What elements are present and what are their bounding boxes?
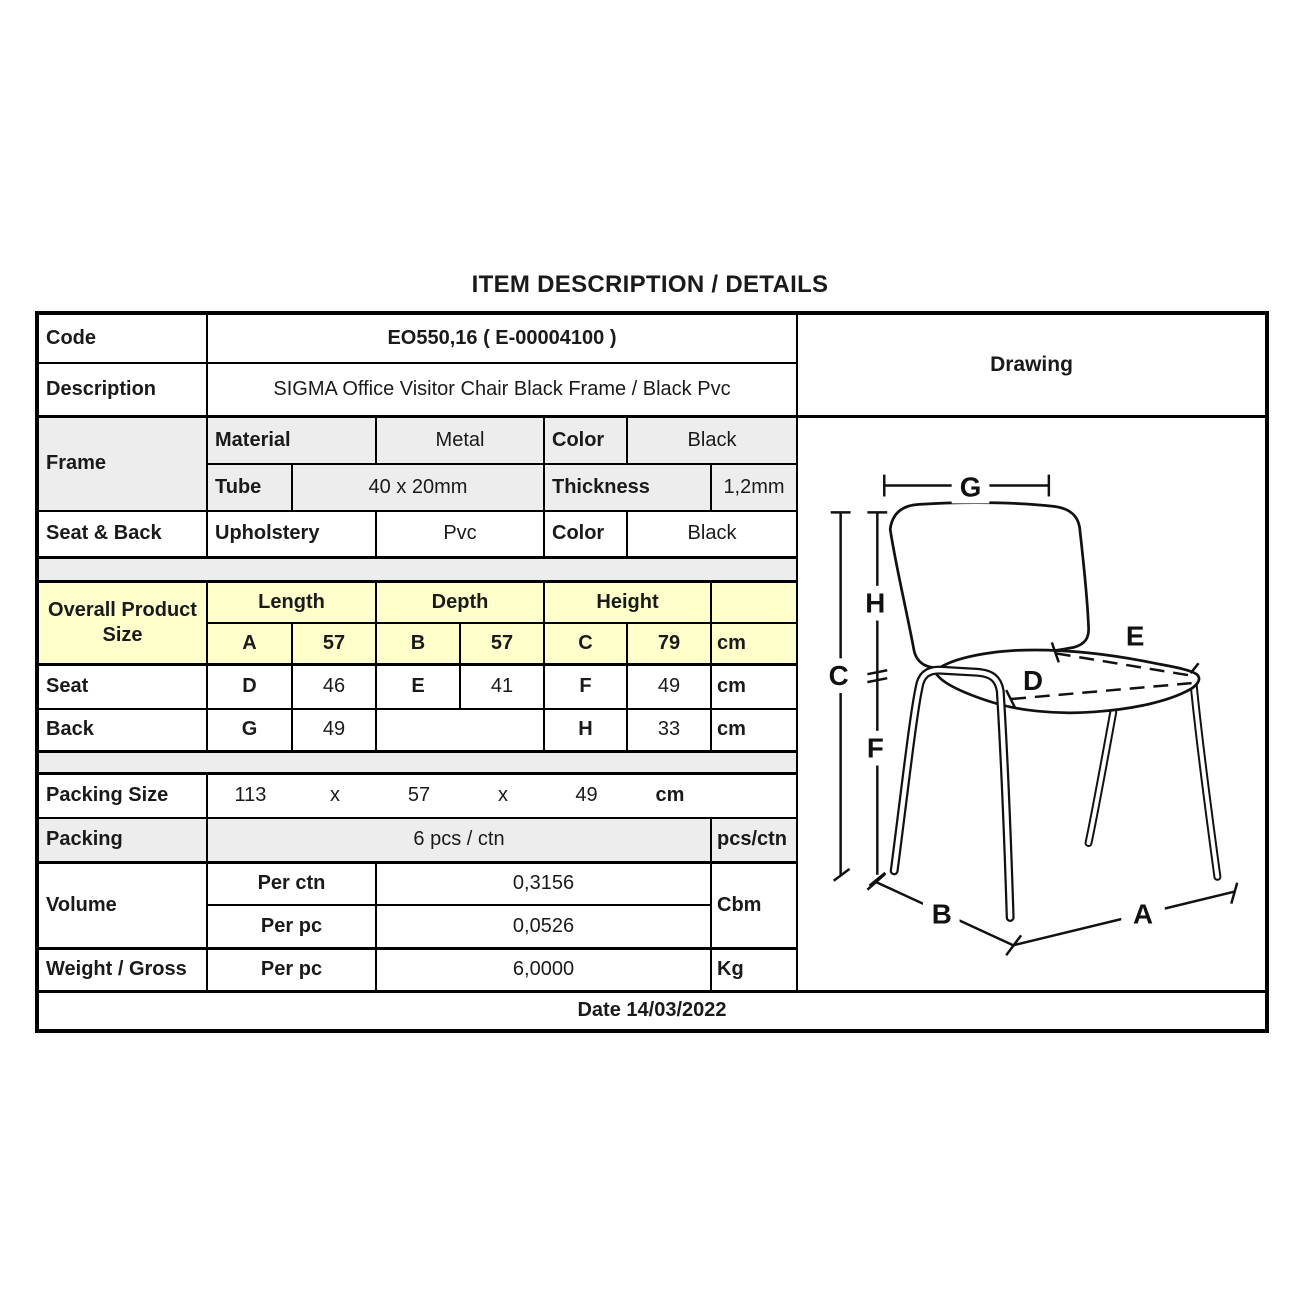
back-length-key: G [207,709,292,751]
dim-label-C: C [828,659,849,691]
packing-size-x1: x [330,784,340,807]
back-height-value: 33 [627,709,711,751]
dim-tick [1006,935,1021,955]
back-unit: cm [711,709,797,751]
dim-label-E: E [1125,619,1145,651]
tube-label: Tube [207,464,292,511]
seat-row-label: Seat [37,664,207,709]
code-label: Code [37,313,207,363]
seat-depth-key: E [376,664,460,709]
thickness-value: 1,2mm [711,464,797,511]
page-title: ITEM DESCRIPTION / DETAILS [471,271,829,298]
height-header: Height [544,581,711,623]
overall-depth-value: 57 [460,623,544,664]
drawing-header: Drawing [797,313,1267,416]
overall-depth-key: B [376,623,460,664]
back-empty-cell [376,709,544,751]
weight-value: 6,0000 [376,948,711,991]
seat-length-key: D [207,664,292,709]
seat-height-key: F [544,664,627,709]
packing-size-unit: cm [655,784,685,807]
dim-label-G: G [959,470,982,502]
dim-label-A: A [1133,897,1154,929]
dim-label-D: D [1022,664,1044,696]
packing-unit: pcs/ctn [711,818,797,862]
weight-per-pc-label: Per pc [207,948,376,991]
packing-label: Packing [37,818,207,862]
packing-size-v3: 49 [575,784,598,807]
description-value: SIGMA Office Visitor Chair Black Frame / Black Pvc [207,363,797,416]
overall-unit: cm [711,623,797,664]
seat-unit: cm [711,664,797,709]
packing-size-v2: 57 [407,784,431,807]
date-row: Date 14/03/2022 [37,991,1267,1031]
dim-tick [867,873,885,889]
frame-label: Frame [37,416,207,511]
weight-label: Weight / Gross [37,948,207,991]
back-height-key: H [544,709,627,751]
dim-label-H: H [865,587,886,619]
packing-size-label: Packing Size [37,773,207,818]
packing-size-v1: 113 [234,784,267,807]
dim-label-B: B [931,897,952,929]
overall-size-label-line2: Size [102,623,143,646]
volume-per-pc-value: 0,0526 [376,905,711,948]
volume-per-ctn-value: 0,3156 [376,862,711,905]
seat-depth-value: 41 [460,664,544,709]
item-description-table [35,311,1269,1033]
seat-back-color-value: Black [627,511,797,557]
overall-size-label-line1: Overall Product [48,598,197,621]
chair-drawing [798,418,1264,989]
overall-height-key: C [544,623,627,664]
tube-value: 40 x 20mm [292,464,544,511]
volume-unit: Cbm [711,862,797,948]
chair-seat [935,649,1199,712]
description-label: Description [37,363,207,416]
chair-backrest [890,502,1088,667]
volume-per-ctn-label: Per ctn [207,862,376,905]
spacer-row [37,557,797,581]
chair-far-leg-inner [1194,684,1218,877]
spacer-row [37,751,797,773]
chair-front-frame [894,670,1010,917]
material-label: Material [207,416,376,464]
volume-per-pc-label: Per pc [207,905,376,948]
thickness-label: Thickness [544,464,711,511]
packing-value: 6 pcs / ctn [207,818,711,862]
seat-back-label: Seat & Back [37,511,207,557]
frame-color-value: Black [627,416,797,464]
chair-rear-leg-inner [1089,711,1114,842]
overall-height-value: 79 [627,623,711,664]
back-row-label: Back [37,709,207,751]
packing-size-values [207,773,797,818]
seat-back-color-label: Color [544,511,627,557]
code-value: EO550,16 ( E-00004100 ) [207,313,797,363]
overall-size-label [37,581,207,664]
dim-label-F: F [866,732,884,764]
upholstery-value: Pvc [376,511,544,557]
overall-length-key: A [207,623,292,664]
seat-length-value: 46 [292,664,376,709]
back-length-value: 49 [292,709,376,751]
upholstery-label: Upholstery [207,511,376,557]
drawing-cell [797,416,1267,991]
overall-size-empty-cell [711,581,797,623]
overall-length-value: 57 [292,623,376,664]
weight-unit: Kg [711,948,797,991]
volume-label: Volume [37,862,207,948]
material-value: Metal [376,416,544,464]
length-header: Length [207,581,376,623]
seat-height-value: 49 [627,664,711,709]
packing-size-x2: x [498,784,508,807]
frame-color-label: Color [544,416,627,464]
depth-header: Depth [376,581,544,623]
